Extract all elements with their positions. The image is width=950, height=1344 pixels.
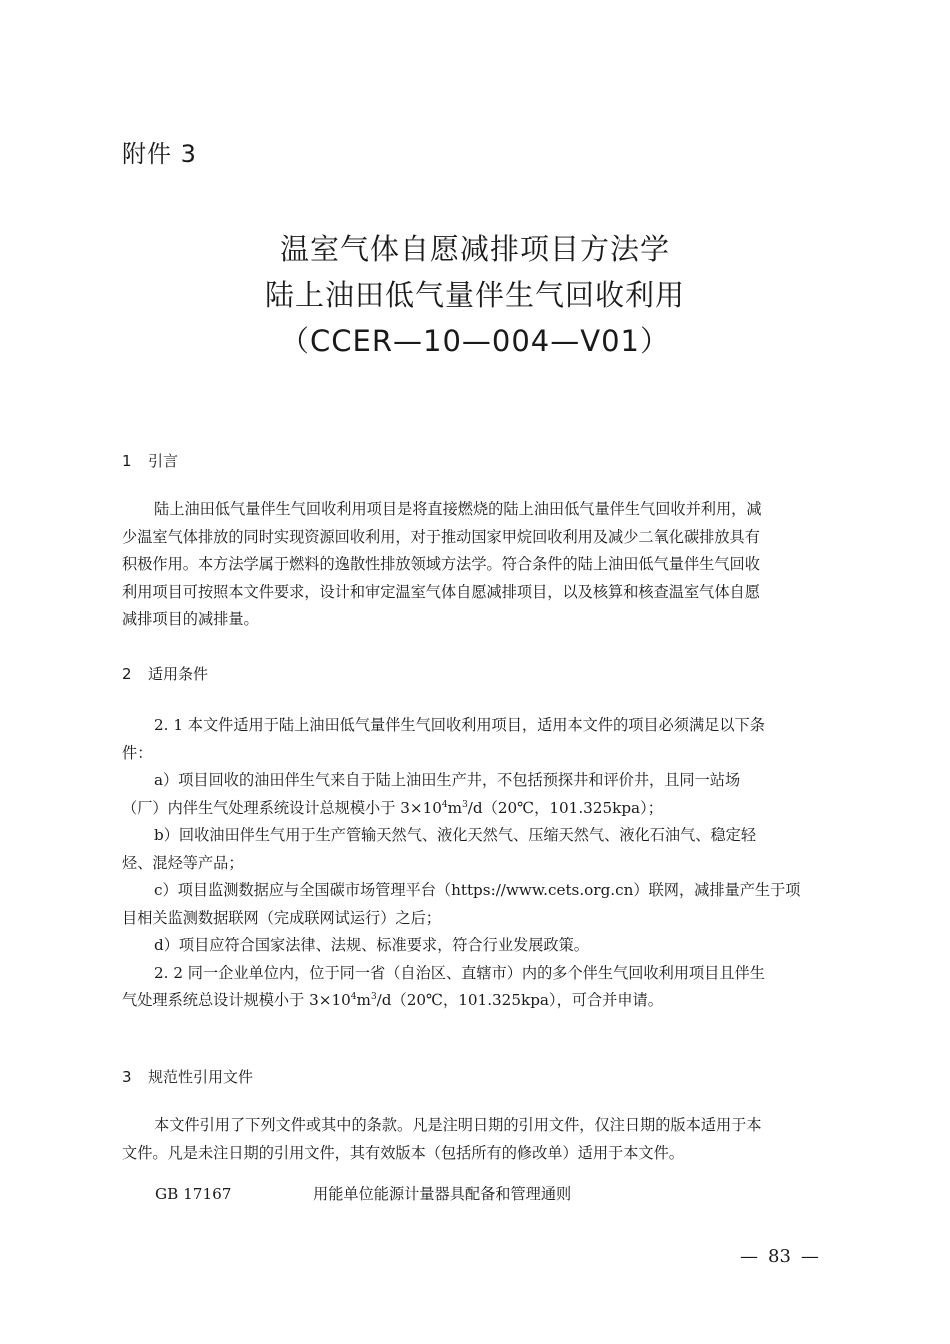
item-d-line: d）项目应符合国家法律、法规、标准要求，符合行业发展政策。 — [154, 936, 589, 954]
section-1-line: 积极作用。本方法学属于燃料的逸散性排放领域方法学。符合条件的陆上油田低气量伴生气回收 — [122, 555, 760, 573]
section-1-line: 陆上油田低气量伴生气回收利用项目是将直接燃烧的陆上油田低气量伴生气回收并利用，减 — [154, 500, 762, 518]
page-number — [730, 1244, 829, 1270]
section-3-number: 3 — [122, 1068, 132, 1086]
title-line-1: 温室气体自愿减排项目方法学 — [279, 232, 670, 266]
item-a-line: a）项目回收的油田伴生气来自于陆上油田生产井，不包括预探井和评价井，且同一站场 — [154, 771, 741, 789]
section-1-line: 减排项目的减排量。 — [122, 610, 259, 628]
reference-name: 用能单位能源计量器具配备和管理通则 — [313, 1185, 572, 1203]
clause-2-2-line: 气处理系统总设计规模小于 $3\times 10^4m^3/d(20℃$，101.325kpa），可合并申请。 — [122, 991, 663, 1009]
section-1-number: 1 — [122, 452, 132, 470]
item-b-line: b）回收油田伴生气用于生产管输天然气、液化天然气、压缩天然气、液化石油气、稳定轻 — [154, 826, 757, 844]
section-1-heading — [122, 450, 178, 472]
section-3-paragraph — [122, 1112, 828, 1167]
clause-2-2-line: 2. 2 同一企业单位内，位于同一省（自治区、直辖市）内的多个伴生气回收利用项目且伴生 — [154, 963, 765, 982]
document-title — [0, 226, 950, 364]
section-1-title: 引言 — [148, 452, 179, 470]
section-2-heading — [122, 663, 208, 685]
item-c-line: 目相关监测数据联网（完成联网试运行）之后； — [122, 908, 441, 927]
section-3-line: 文件。凡是未注日期的引用文件，其有效版本（包括所有的修改单）适用于本文件。 — [122, 1143, 684, 1162]
page-number-dash-right: — — [800, 1246, 819, 1267]
attachment-label: 附件 3 — [122, 140, 197, 168]
page-number-dash-left: — — [740, 1246, 758, 1267]
section-1-line: 利用项目可按照本文件要求，设计和审定温室气体自愿减排项目，以及核算和核查温室气体自愿 — [122, 582, 760, 601]
item-a-line: （厂）内伴生气处理系统设计总规模小于 $3\times 10^4m^3/d(20℃$，101.325kpa）； — [122, 798, 663, 817]
reference-code: GB 17167 — [155, 1185, 232, 1203]
section-1-line: 少温室气体排放的同时实现资源回收利用，对于推动国家甲烷回收利用及减少二氧化碳排放具有 — [122, 527, 760, 546]
section-3-line: 本文件引用了下列文件或其中的条款。凡是注明日期的引用文件，仅注日期的版本适用于本 — [154, 1116, 762, 1134]
page-number-value: 83 — [768, 1246, 791, 1267]
section-1-paragraph — [122, 496, 828, 634]
clause-2-1-line: 2. 1 本文件适用于陆上油田低气量伴生气回收利用项目，适用本文件的项目必须满足以下条 — [154, 716, 765, 734]
section-3-title: 规范性引用文件 — [148, 1068, 254, 1086]
title-line-2: 陆上油田低气量伴生气回收利用 — [264, 278, 685, 312]
clause-2-1-line: 件： — [122, 743, 153, 762]
section-2-body — [122, 712, 828, 1015]
item-c-line: c）项目监测数据应与全国碳市场管理平台（https://www.cets.org.cn）联网，减排量产生于项 — [154, 881, 801, 899]
section-2-title: 适用条件 — [148, 665, 209, 683]
section-3-heading — [122, 1066, 253, 1088]
reference-entry — [155, 1182, 571, 1206]
title-line-3: （CCER—10—004—V01） — [280, 324, 670, 358]
section-2-number: 2 — [122, 665, 132, 683]
item-b-line: 烃、混烃等产品； — [122, 853, 244, 872]
